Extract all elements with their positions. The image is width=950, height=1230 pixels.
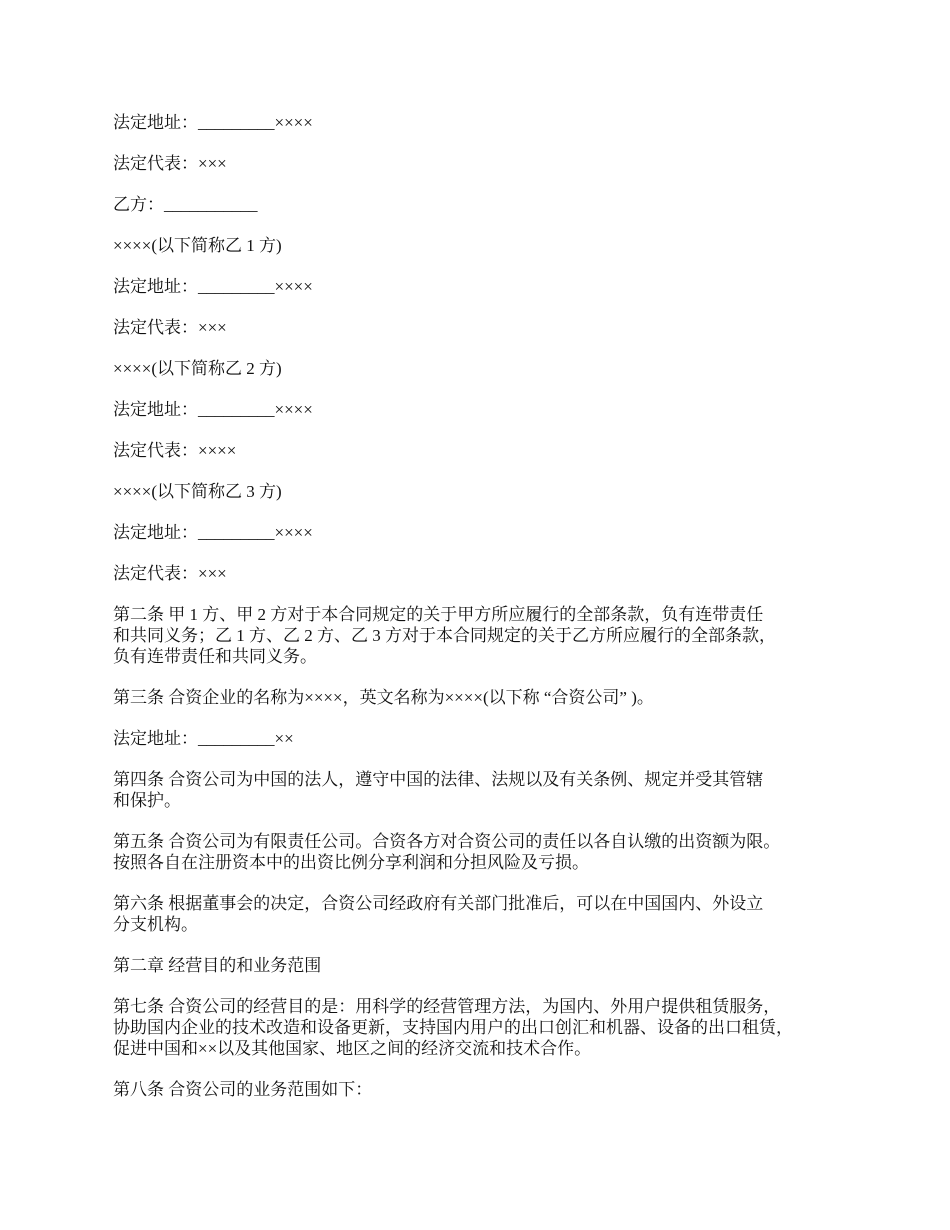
paragraph-article-6: 第六条 根据董事会的决定，合资公司经政府有关部门批准后，可以在中国国内、外设立 分支机构。 [113, 894, 764, 934]
paragraph-article-7: 第七条 合资公司的经营目的是：用科学的经营管理方法，为国内、外用户提供租赁服务， 协助国内企业的技术改造和设备更新，支持国内用户的出口创汇和机器、设备的出口租赁， 促进中国和××以及其他国家、地区之间的经济交流和技术合作。 [113, 997, 793, 1058]
paragraph-article-5: 第五条 合资公司为有限责任公司。合资各方对合资公司的责任以各自认缴的出资额为限。 按照各自在注册资本中的出资比例分享利润和分担风险及亏损。 [113, 832, 781, 872]
paragraph-party-b2-name: ××××(以下简称乙 2 方) [113, 359, 282, 378]
paragraph-party-b3-representative: 法定代表：××× [113, 564, 227, 583]
paragraph-article-4: 第四条 合资公司为中国的法人，遵守中国的法律、法规以及有关条例、规定并受其管辖 和保护。 [113, 770, 764, 810]
paragraph-party-b2-representative: 法定代表：×××× [113, 441, 237, 460]
paragraph-party-b3-name: ××××(以下简称乙 3 方) [113, 482, 282, 501]
paragraph-legal-address: 法定地址：_________×××× [113, 113, 313, 132]
paragraph-article-2: 第二条 甲 1 方、甲 2 方对于本合同规定的关于甲方所应履行的全部条款，负有连带责任 和共同义务；乙 1 方、乙 2 方、乙 3 方对于本合同规定的关于乙方所应履行的全部条款， 负有连带责任和共同义务。 [113, 605, 776, 666]
paragraph-jv-legal-address: 法定地址：_________×× [113, 729, 294, 748]
paragraph-article-3: 第三条 合资企业的名称为××××，英文名称为××××(以下称 “合资公司” )。 [113, 688, 654, 707]
chapter-heading-2: 第二章 经营目的和业务范围 [113, 956, 322, 975]
paragraph-party-b1-address: 法定地址：_________×××× [113, 277, 313, 296]
paragraph-party-b: 乙方：___________ [113, 195, 258, 214]
paragraph-party-b3-address: 法定地址：_________×××× [113, 523, 313, 542]
paragraph-party-b2-address: 法定地址：_________×××× [113, 400, 313, 419]
document-body [113, 112, 853, 1120]
paragraph-party-b1-name: ××××(以下简称乙 1 方) [113, 236, 282, 255]
paragraph-legal-representative: 法定代表：××× [113, 154, 227, 173]
paragraph-article-8: 第八条 合资公司的业务范围如下： [113, 1080, 373, 1099]
paragraph-party-b1-representative: 法定代表：××× [113, 318, 227, 337]
